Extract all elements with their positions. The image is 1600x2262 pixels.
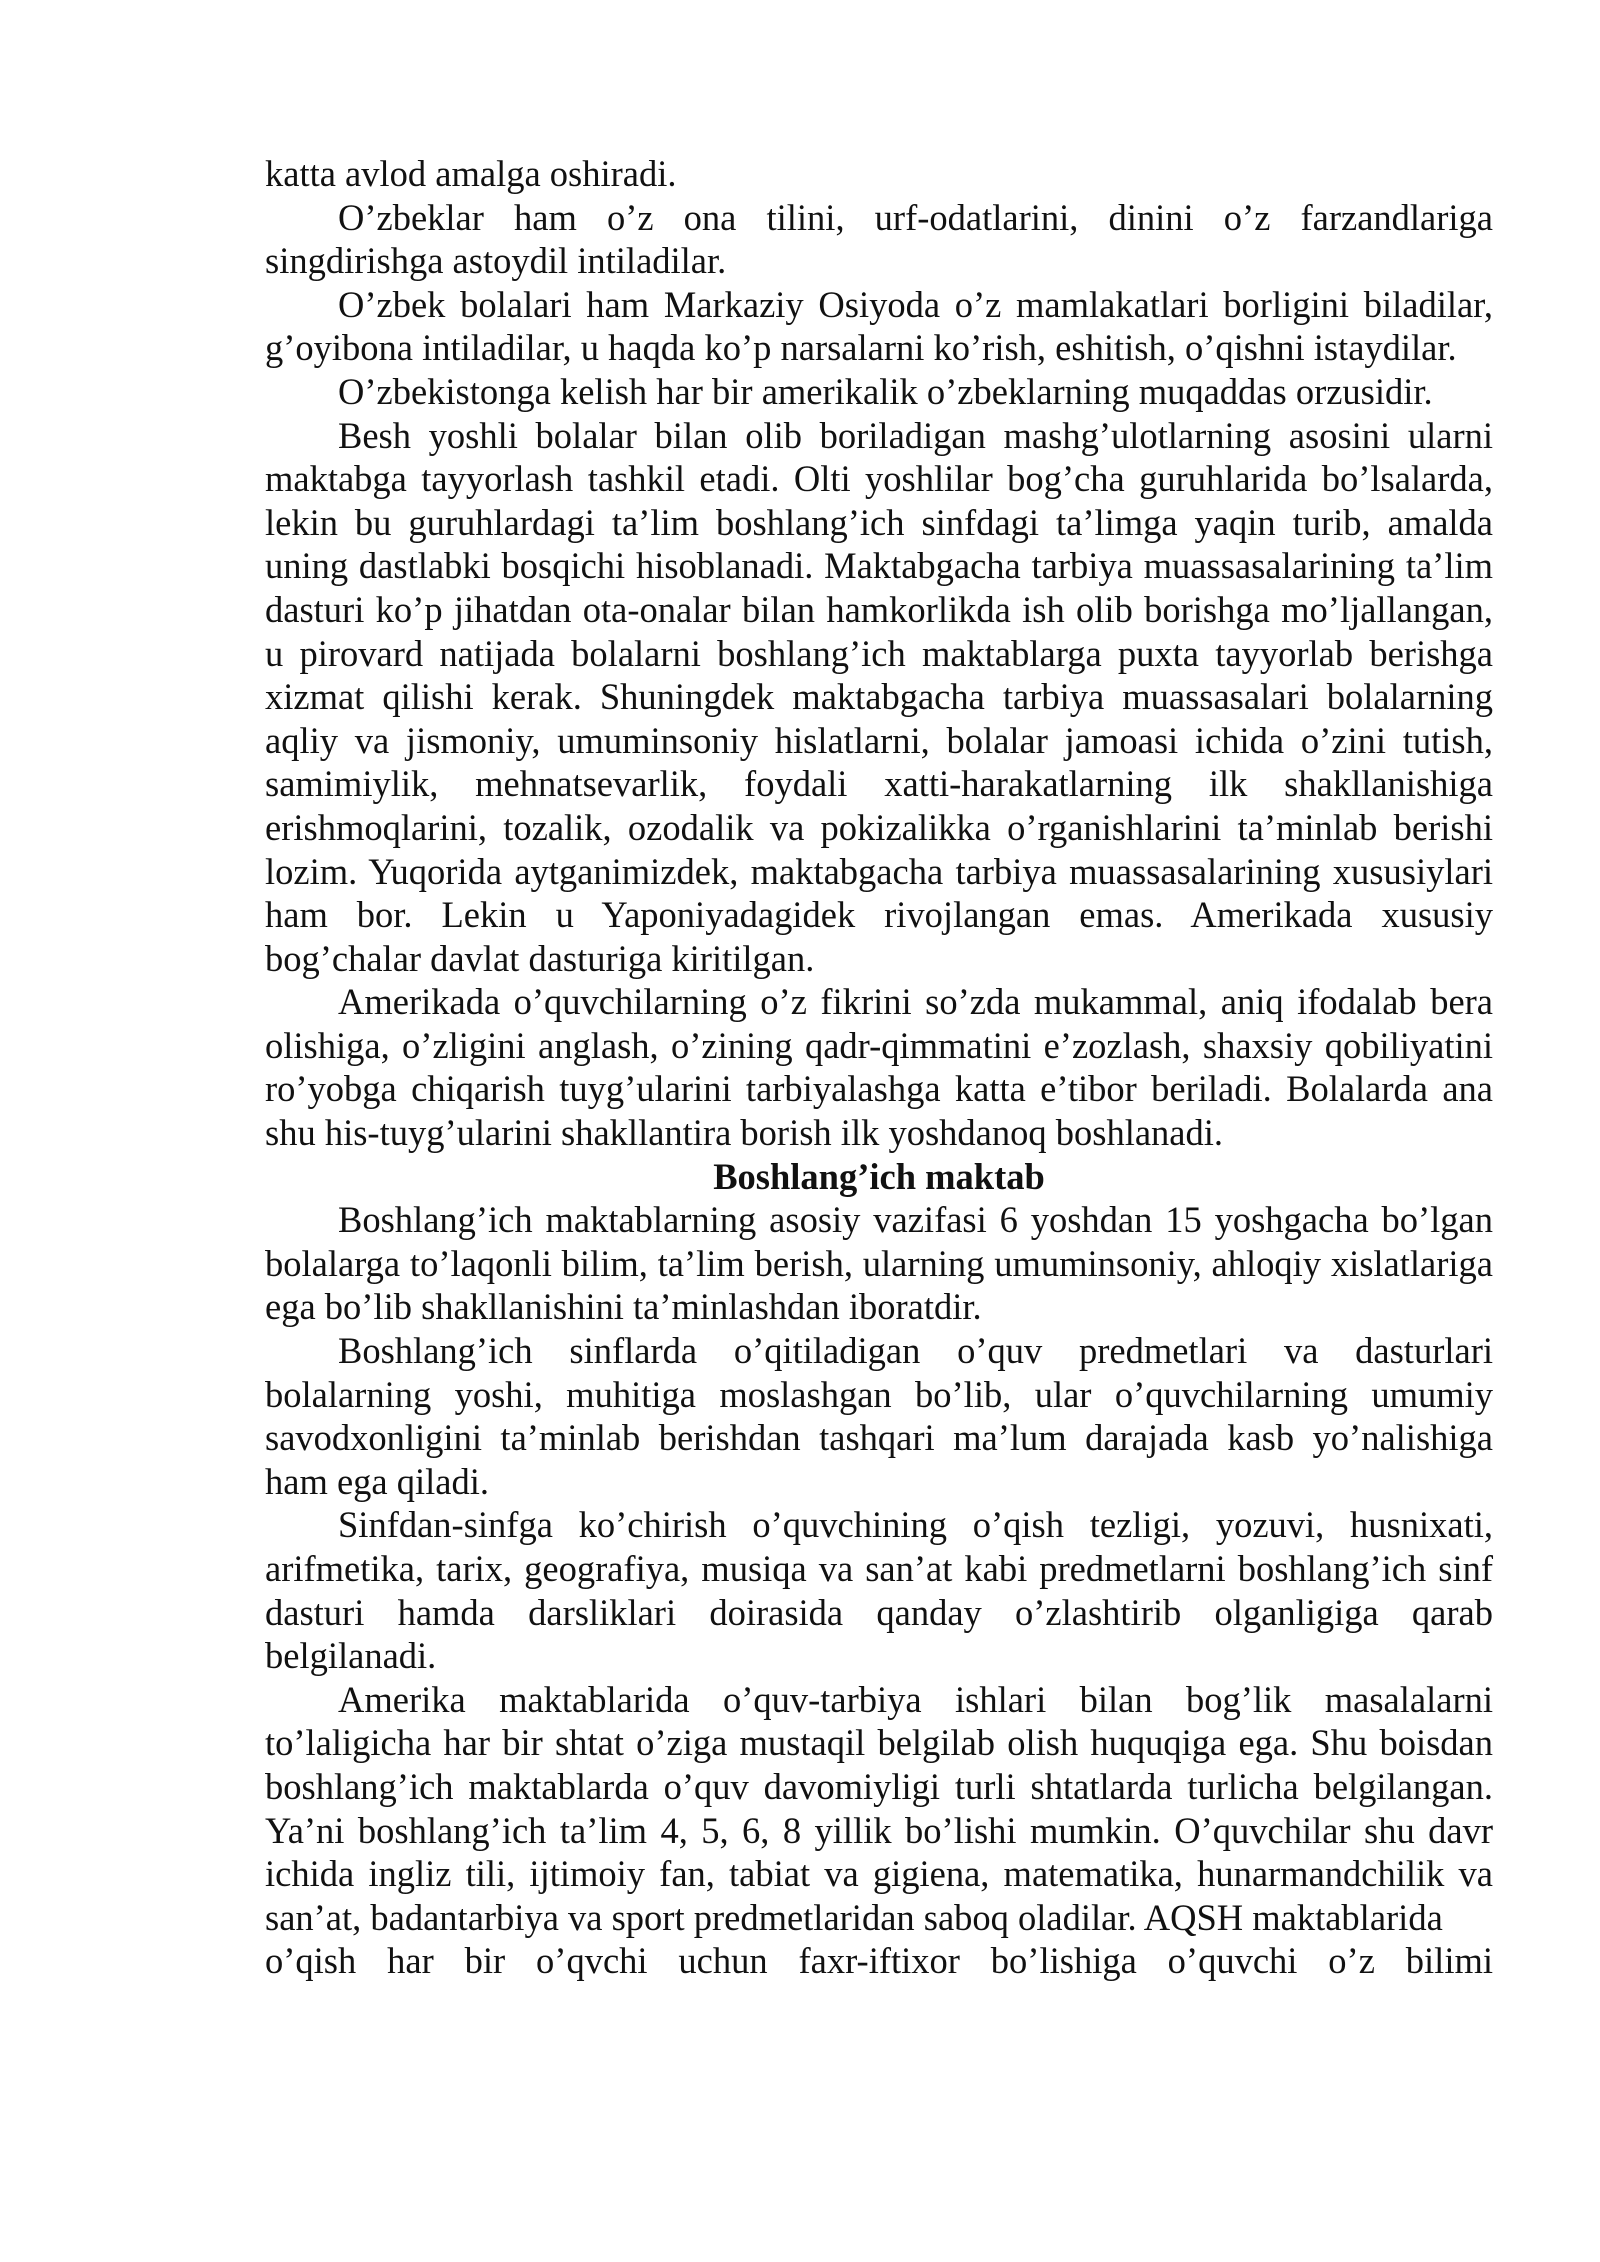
document-page xyxy=(265,152,1493,1983)
paragraph: O’zbeklar ham o’z ona tilini, urf-odatlarini, dinini o’z farzandlariga singdirishga astoydil intiladilar. xyxy=(265,196,1493,282)
section-heading: Boshlang’ich maktab xyxy=(713,1155,1045,1197)
paragraph: Sinfdan-sinfga ko’chirish o’quvchining o’qish tezligi, yozuvi, husnixati, arifmetika, tarix, geografiya, musiqa va san’at kabi predmetlarni boshlang’ich sinf dasturi hamda darsliklari doirasida qanday o’zlashtirib olganligiga qarab belgilanadi. xyxy=(265,1504,1493,1677)
final-line: o’qish har bir o’qvchi uchun faxr-iftixor bo’lishiga o’quvchi o’z bilimi xyxy=(265,1940,1493,1982)
paragraph: katta avlod amalga oshiradi. xyxy=(265,153,677,194)
paragraph: Amerikada o’quvchilarning o’z fikrini so’zda mukammal, aniq ifodalab bera olishiga, o’zligini anglash, o’zining qadr-qimmatini e’zozlash, shaxsiy qobiliyatini ro’yobga chiqarish tuyg’ularini tarbiyalashga katta e’tibor beriladi. Bolalarda ana shu his-tuyg’ularini shakllantira borish ilk yoshdanoq boshlanadi. xyxy=(265,981,1493,1154)
paragraph: Amerika maktablarida o’quv-tarbiya ishlari bilan bog’lik masalalarni to’laligicha har bir shtat o’ziga mustaqil belgilab olish huquqiga ega. Shu boisdan boshlang’ich maktablarda o’quv davomiyligi turli shtatlarda turlicha belgilangan. Ya’ni boshlang’ich ta’lim 4, 5, 6, 8 yillik bo’lishi mumkin. O’quvchilar shu davr ichida ingliz tili, ijtimoiy fan, tabiat va gigiena, matematika, hunarmandchilik va san’at, badantarbiya va sport predmetlaridan saboq oladilar. AQSH maktablarida xyxy=(265,1678,1493,1938)
paragraph: Boshlang’ich maktablarning asosiy vazifasi 6 yoshdan 15 yoshgacha bo’lgan bolalarga to’laqonli bilim, ta’lim berish, ularning umuminsoniy, ahloqiy xislatlariga ega bo’lib shakllanishini ta’minlashdan iboratdir. xyxy=(265,1199,1493,1328)
paragraph: Besh yoshli bolalar bilan olib boriladigan mashg’ulotlarning asosini ularni maktabga tayyorlash tashkil etadi. Olti yoshlilar bog’cha guruhlarida bo’lsalarda, lekin bu guruhlardagi ta’lim boshlang’ich sinfdagi ta’limga yaqin turib, amalda uning dastlabki bosqichi hisoblanadi. Maktabgacha tarbiya muassasalarining ta’lim dasturi ko’p jihatdan ota-onalar bilan hamkorlikda ish olib borishga mo’ljallangan, u pirovard natijada bolalarni boshlang’ich maktablarga puxta tayyorlab berishga xizmat qilishi kerak. Shuningdek maktabgacha tarbiya muassasalari bolalarning aqliy va jismoniy, umuminsoniy hislatlarni, bolalar jamoasi ichida o’zini tutish, samimiylik, mehnatsevarlik, foydali xatti-harakatlarning ilk shakllanishiga erishmoqlarini, tozalik, ozodalik va pokizalikka o’rganishlarini ta’minlab berishi lozim. Yuqorida aytganimizdek, maktabgacha tarbiya muassasalarining xususiylari ham bor. Lekin u Yaponiyadagidek rivojlangan emas. Amerikada xususiy bog’chalar davlat dasturiga kiritilgan. xyxy=(265,414,1493,979)
paragraph: O’zbekistonga kelish har bir amerikalik o’zbeklarning muqaddas orzusidir. xyxy=(338,370,1433,412)
paragraph: O’zbek bolalari ham Markaziy Osiyoda o’z mamlakatlari borligini biladilar, g’oyibona intiladilar, u haqda ko’p narsalarni ko’rish, eshitish, o’qishni istaydilar. xyxy=(265,283,1493,369)
paragraph: Boshlang’ich sinflarda o’qitiladigan o’quv predmetlari va dasturlari bolalarning yoshi, muhitiga moslashgan bo’lib, ular o’quvchilarning umumiy savodxonligini ta’minlab berishdan tashqari ma’lum darajada kasb yo’nalishiga ham ega qiladi. xyxy=(265,1330,1493,1502)
